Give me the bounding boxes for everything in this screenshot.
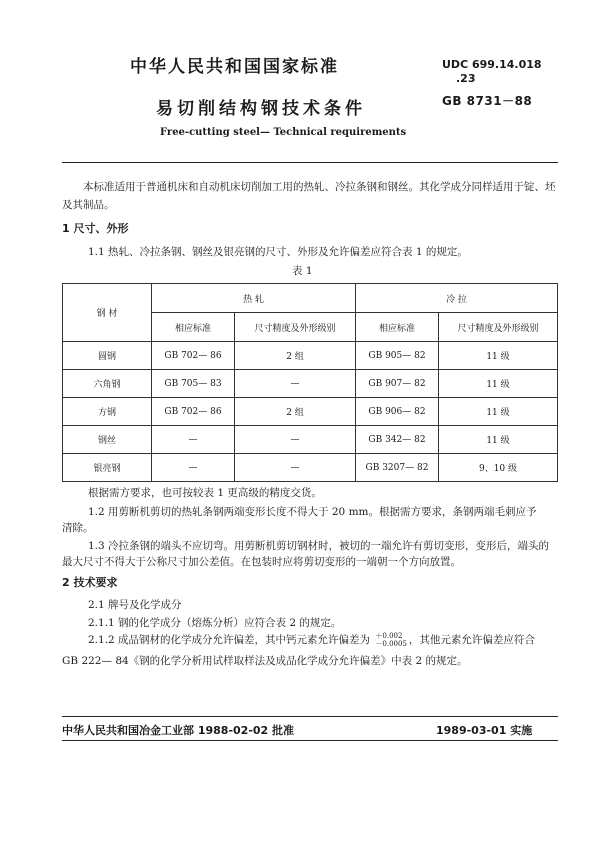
subheader-cold-std: 相应标准: [356, 313, 439, 342]
clause-2-1-2-line2: GB 222— 84《钢的化学分析用试样取样法及成品化学成分允许偏差》中表 2 的规定。: [62, 655, 468, 667]
subheader-hot-grade: 尺寸精度及外形级别: [235, 313, 356, 342]
table-row: [63, 454, 558, 482]
clause-2-1: 2.1 牌号及化学成分: [88, 599, 182, 611]
gb-number: GB 8731－88: [442, 94, 533, 108]
cell-material: 六角钢: [63, 370, 152, 398]
cell-cold-grade: 11 级: [439, 426, 558, 454]
header-cold-drawn: 冷 拉: [356, 284, 558, 313]
cell-hot-grade: 2 组: [235, 342, 356, 370]
table-row: [63, 426, 558, 454]
cell-material: 钢丝: [63, 426, 152, 454]
clause-1-3-line2: 最大尺寸不得大于公称尺寸加公差值。在包装时应将剪切变形的一端朝一个方向放置。: [62, 556, 461, 568]
footer-bottom-divider: [62, 740, 558, 741]
cell-cold-std: GB 905— 82: [356, 342, 439, 370]
size-tolerance-table: [62, 283, 558, 482]
cell-hot-grade: —: [235, 370, 356, 398]
cell-cold-std: GB 907— 82: [356, 370, 439, 398]
udc-number-cont: .23: [456, 72, 476, 85]
cell-material: 方钢: [63, 398, 152, 426]
clause-2-1-1: 2.1.1 钢的化学成分（熔炼分析）应符合表 2 的规定。: [88, 617, 342, 629]
section-2-heading: 2 技术要求: [62, 576, 118, 589]
standard-header-title: 中华人民共和国国家标准: [130, 57, 339, 77]
clause-1-1: 1.1 热轧、冷拉条钢、钢丝及银亮钢的尺寸、外形及允许偏差应符合表 1 的规定。: [88, 246, 468, 258]
cell-cold-std: GB 342— 82: [356, 426, 439, 454]
udc-number: UDC 699.14.018: [442, 58, 542, 71]
cell-hot-grade: —: [235, 454, 356, 482]
table-note: 根据需方要求，也可按较表 1 更高级的精度交货。: [88, 487, 322, 499]
intro-paragraph: 本标准适用于普通机床和自动机床切削加工用的热轧、冷拉条钢和钢丝。其化学成分同样适用于锭、坯及其制品。: [62, 181, 556, 211]
section-1-heading: 1 尺寸、外形: [62, 222, 129, 235]
implementation-date: 1989-03-01 实施: [436, 724, 533, 737]
clause-1-3-line1: 1.3 冷拉条钢的端头不应切弯。用剪断机剪切钢材时，被切的一端允许有剪切变形，变形后，端头的: [88, 540, 550, 552]
tolerance-minus: －0.0005: [375, 640, 407, 648]
table-row: [63, 370, 558, 398]
english-title: Free-cutting steel— Technical requirements: [160, 127, 407, 138]
clause-1-2-line2: 清除。: [62, 522, 94, 534]
cell-material: 圆钢: [63, 342, 152, 370]
approval-line: 中华人民共和国冶金工业部 1988-02-02 批准: [62, 724, 295, 737]
cell-cold-std: GB 906— 82: [356, 398, 439, 426]
document-title: 易切削结构钢技术条件: [156, 99, 366, 119]
table-1-caption: 表 1: [292, 265, 313, 277]
subheader-hot-std: 相应标准: [152, 313, 235, 342]
table-row: [63, 398, 558, 426]
tolerance-plus: ＋0.002: [375, 632, 403, 640]
cell-material: 银亮钢: [63, 454, 152, 482]
cell-hot-std: GB 705— 83: [152, 370, 235, 398]
table-row: [63, 342, 558, 370]
clause-2-1-2-line1: [88, 631, 535, 649]
header-divider: [62, 162, 558, 163]
header-material: 钢 材: [63, 284, 152, 342]
cell-hot-grade: 2 组: [235, 398, 356, 426]
clause-2-1-2-text: 2.1.2 成品钢材的化学成分允许偏差，其中钙元素允许偏差为: [88, 634, 371, 646]
cell-cold-grade: 11 级: [439, 370, 558, 398]
clause-2-1-2-text-cont: ，其他元素允许偏差应符合: [408, 634, 535, 646]
cell-cold-grade: 11 级: [439, 398, 558, 426]
footer-divider: [62, 716, 558, 717]
cell-cold-std: GB 3207— 82: [356, 454, 439, 482]
cell-hot-grade: —: [235, 426, 356, 454]
header-hot-rolled: 热 轧: [152, 284, 356, 313]
subheader-cold-grade: 尺寸精度及外形级别: [439, 313, 558, 342]
clause-1-2-line1: 1.2 用剪断机剪切的热轧条钢两端变形长度不得大于 20 mm。根据需方要求，条钢两端毛刺应予: [88, 506, 537, 518]
cell-hot-std: GB 702— 86: [152, 398, 235, 426]
cell-hot-std: —: [152, 454, 235, 482]
cell-cold-grade: 9、10 级: [439, 454, 558, 482]
cell-hot-std: —: [152, 426, 235, 454]
cell-cold-grade: 11 级: [439, 342, 558, 370]
cell-hot-std: GB 702— 86: [152, 342, 235, 370]
calcium-tolerance: [375, 632, 407, 648]
